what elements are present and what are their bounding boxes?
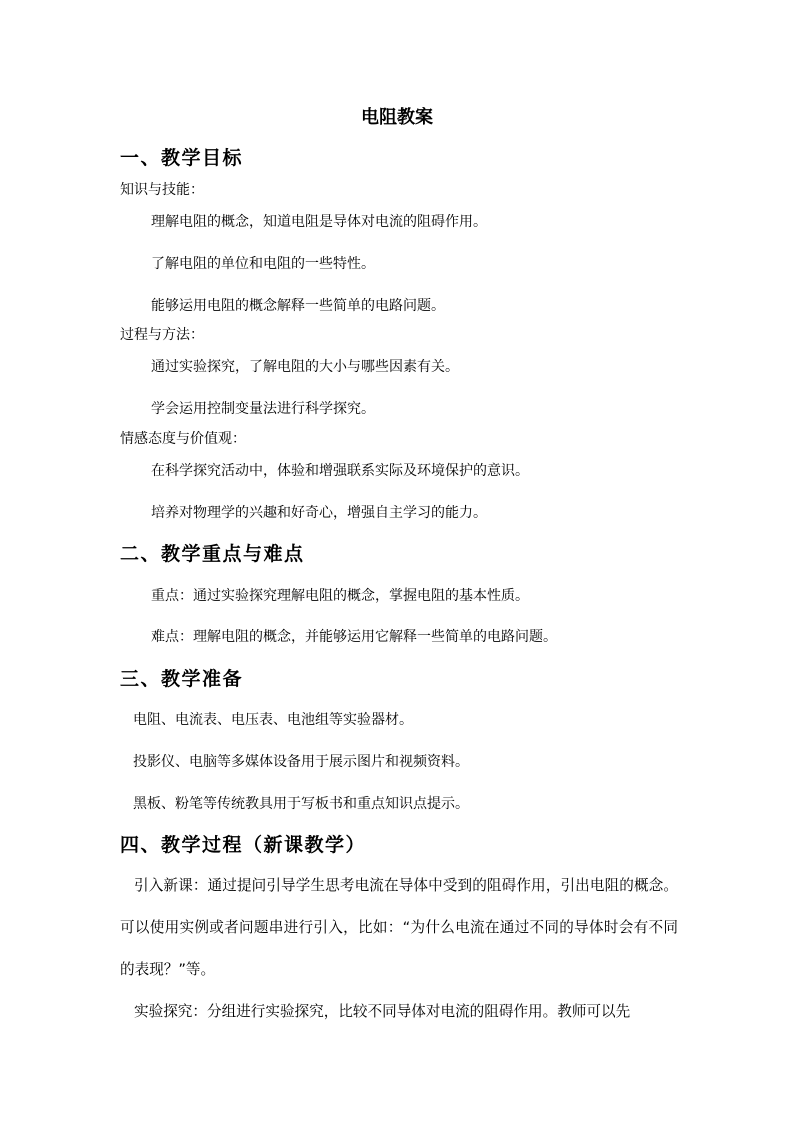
subheading-knowledge: 知识与技能： [120,182,204,198]
section-heading-preparation: 三、教学准备 [120,668,244,690]
section-heading-process: 四、教学过程（新课教学） [120,834,367,856]
list-item: 能够运用电阻的概念解释一些简单的电路问题。 [151,298,445,314]
list-item: 电阻、电流表、电压表、电池组等实验器材。 [133,712,413,728]
document-title: 电阻教案 [361,107,433,128]
list-item: 黑板、粉笔等传统教具用于写板书和重点知识点提示。 [133,796,469,812]
section-heading-objectives: 一、教学目标 [120,147,244,169]
list-item: 培养对物理学的兴趣和好奇心，增强自主学习的能力。 [151,505,487,521]
list-item: 投影仪、电脑等多媒体设备用于展示图片和视频资料。 [133,754,469,770]
list-item: 了解电阻的单位和电阻的一些特性。 [151,256,375,272]
list-item: 在科学探究活动中，体验和增强联系实际及环境保护的意识。 [151,463,529,479]
body-paragraph: 引入新课：通过提问引导学生思考电流在导体中受到的阻碍作用，引出电阻的概念。可以使用实例或者问题串进行引入，比如：“为什么电流在通过不同的导体时会有不同的表现？”等。 [120,877,678,978]
subheading-process: 过程与方法： [120,327,204,343]
list-item: 理解电阻的概念，知道电阻是导体对电流的阻碍作用。 [151,214,487,230]
list-item: 重点：通过实验探究理解电阻的概念，掌握电阻的基本性质。 [151,588,529,604]
list-item: 学会运用控制变量法进行科学探究。 [151,401,375,417]
subheading-emotion: 情感态度与价值观： [120,431,246,447]
section-heading-key-points: 二、教学重点与难点 [120,543,305,565]
list-item: 通过实验探究，了解电阻的大小与哪些因素有关。 [151,359,459,375]
list-item: 难点：理解电阻的概念，并能够运用它解释一些简单的电路问题。 [151,629,557,645]
body-paragraph: 实验探究：分组进行实验探究，比较不同导体对电流的阻碍作用。教师可以先 [134,1003,631,1020]
